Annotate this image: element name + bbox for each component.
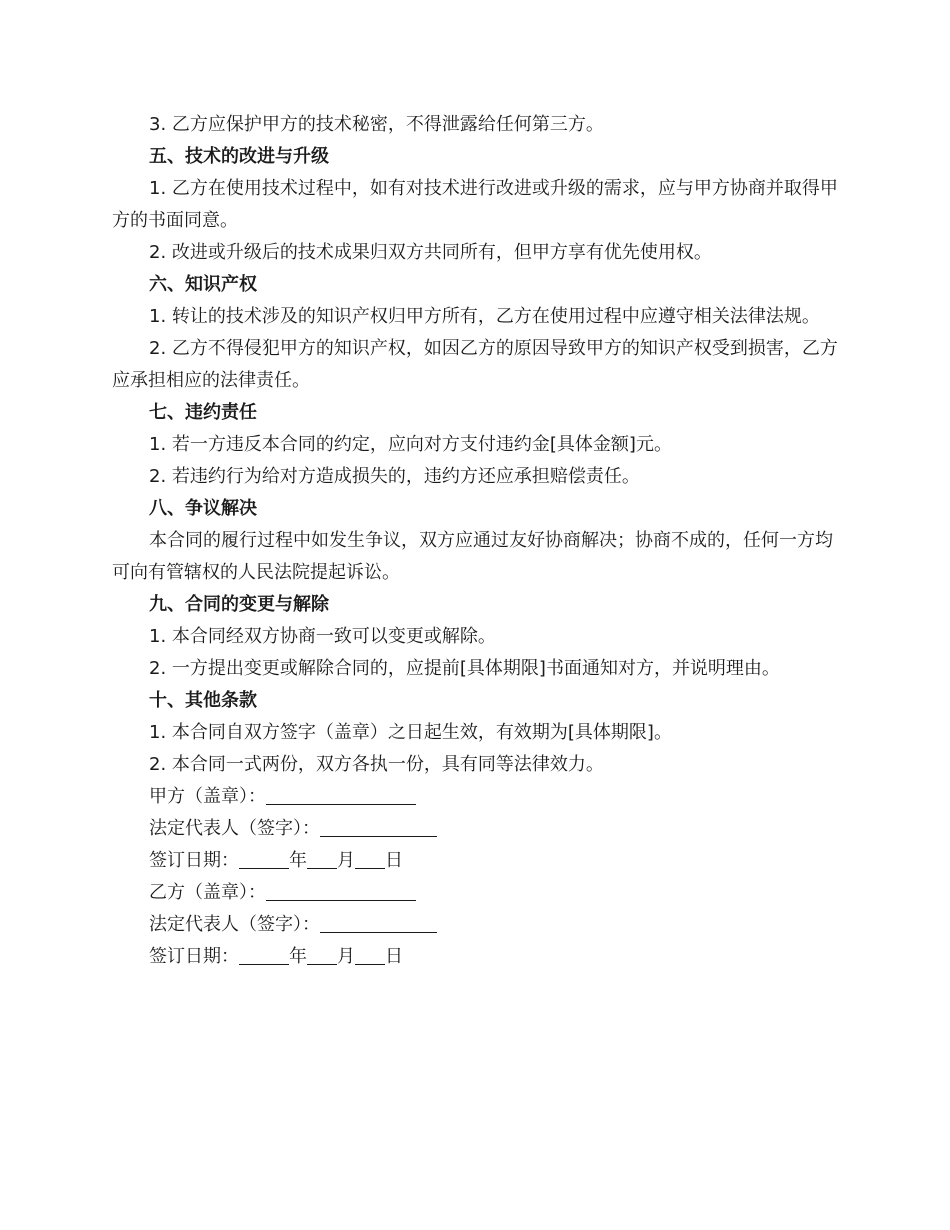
section-heading-ip: 六、知识产权 <box>149 274 257 295</box>
month-blank <box>307 944 337 965</box>
contract-page <box>112 109 842 973</box>
clause-item: 1. 若一方违反本合同的约定，应向对方支付违约金[具体金额]元。 <box>149 434 672 455</box>
party-b-seal-label: 乙方（盖章）： <box>149 882 266 903</box>
party-b-rep-line <box>112 909 842 941</box>
party-b-date-line <box>112 941 842 973</box>
party-a-seal-label: 甲方（盖章）： <box>149 786 266 807</box>
party-a-rep-blank <box>320 816 437 837</box>
clause-body: 本合同的履行过程中如发生争议，双方应通过友好协商解决；协商不成的，任何一方均可向有管辖权的人民法院提起诉讼。 <box>112 530 833 583</box>
year-blank <box>239 944 289 965</box>
day-blank <box>355 944 385 965</box>
section-heading-improvement: 五、技术的改进与升级 <box>149 146 329 167</box>
day-label: 日 <box>385 850 403 871</box>
year-label: 年 <box>289 850 307 871</box>
party-a-rep-label: 法定代表人（签字）： <box>149 818 320 839</box>
clause-item: 2. 本合同一式两份，双方各执一份，具有同等法律效力。 <box>149 754 604 775</box>
clause-item: 2. 改进或升级后的技术成果归双方共同所有，但甲方享有优先使用权。 <box>149 242 712 263</box>
section-heading-breach: 七、违约责任 <box>149 402 257 423</box>
party-a-rep-line <box>112 813 842 845</box>
party-b-seal-blank <box>266 880 416 901</box>
year-blank <box>239 848 289 869</box>
clause-item: 2. 若违约行为给对方造成损失的，违约方还应承担赔偿责任。 <box>149 466 640 487</box>
party-b-rep-blank <box>320 912 437 933</box>
month-label: 月 <box>337 850 355 871</box>
party-a-date-label: 签订日期： <box>149 850 239 871</box>
clause-item: 1. 乙方在使用技术过程中，如有对技术进行改进或升级的需求，应与甲方协商并取得甲方的书面同意。 <box>112 178 838 231</box>
clause-item: 3. 乙方应保护甲方的技术秘密，不得泄露给任何第三方。 <box>149 114 604 135</box>
clause-item: 1. 本合同自双方签字（盖章）之日起生效，有效期为[具体期限]。 <box>149 722 672 743</box>
party-a-seal-line <box>112 781 842 813</box>
party-a-date-line <box>112 845 842 877</box>
party-b-rep-label: 法定代表人（签字）： <box>149 914 320 935</box>
month-label: 月 <box>337 946 355 967</box>
party-b-seal-line <box>112 877 842 909</box>
party-b-date-label: 签订日期： <box>149 946 239 967</box>
section-heading-modification: 九、合同的变更与解除 <box>149 594 329 615</box>
year-label: 年 <box>289 946 307 967</box>
clause-item: 1. 本合同经双方协商一致可以变更或解除。 <box>149 626 496 647</box>
section-heading-other: 十、其他条款 <box>149 690 257 711</box>
section-heading-dispute: 八、争议解决 <box>149 498 257 519</box>
clause-item: 1. 转让的技术涉及的知识产权归甲方所有，乙方在使用过程中应遵守相关法律法规。 <box>149 306 820 327</box>
month-blank <box>307 848 337 869</box>
clause-item: 2. 乙方不得侵犯甲方的知识产权，如因乙方的原因导致甲方的知识产权受到损害，乙方应承担相应的法律责任。 <box>112 338 838 391</box>
day-label: 日 <box>385 946 403 967</box>
party-a-seal-blank <box>266 784 416 805</box>
day-blank <box>355 848 385 869</box>
clause-item: 2. 一方提出变更或解除合同的，应提前[具体期限]书面通知对方，并说明理由。 <box>149 658 780 679</box>
